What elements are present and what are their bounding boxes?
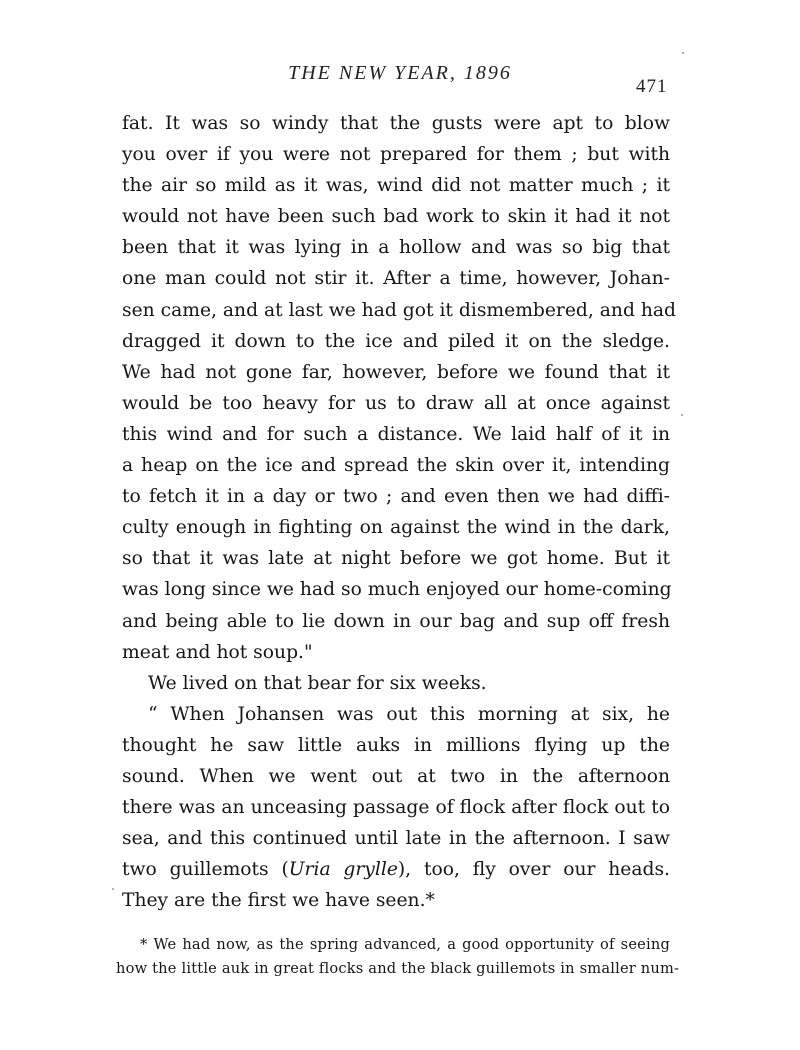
text-line: would not have been such bad work to skin it had it not — [122, 206, 670, 228]
text-line: the air so mild as it was, wind did not matter much ; it — [122, 175, 670, 197]
text-fragment: ), too, fly over our heads. — [397, 859, 670, 881]
footnote-line: * We had now, as the spring advanced, a good opportunity of seeing — [140, 936, 670, 953]
text-line: sound. When we went out at two in the afternoon — [122, 765, 670, 787]
text-line: fat. It was so windy that the gusts were apt to blow — [122, 113, 670, 134]
latin-name: Uria grylle — [288, 859, 398, 881]
running-head: THE NEW YEAR, 1896 — [288, 62, 512, 84]
text-line: there was an unceasing passage of flock after flock out to — [122, 797, 670, 819]
text-line: to fetch it in a day or two ; and even then we had diffi- — [122, 486, 670, 508]
footnote-line: how the little auk in great flocks and the black guillemots in smaller num- — [116, 960, 680, 977]
text-line: been that it was lying in a hollow and was so big that — [122, 237, 670, 259]
paper-speck — [681, 414, 683, 416]
text-fragment: two guillemots ( — [122, 859, 289, 881]
paper-speck — [682, 52, 684, 54]
footnote — [116, 933, 680, 981]
text-line: dragged it down to the ice and piled it on the sledge. — [122, 330, 670, 352]
text-line: sea, and this continued until late in the afternoon. I saw — [122, 828, 670, 850]
text-line: meat and hot soup." — [122, 641, 313, 663]
text-line: a heap on the ice and spread the skin over it, intending — [122, 455, 670, 477]
page-number: 471 — [636, 76, 668, 97]
paragraph-line: We lived on that bear for six weeks. — [148, 672, 487, 694]
text-line: was long since we had so much enjoyed our home-coming — [122, 579, 672, 601]
text-line: so that it was late at night before we got home. But it — [122, 548, 670, 570]
text-line: sen came, and at last we had got it dismembered, and had — [122, 299, 676, 321]
paper-speck — [112, 888, 114, 890]
body-text — [122, 108, 676, 916]
text-line: They are the first we have seen.* — [122, 890, 435, 912]
text-line: and being able to lie down in our bag and sup off fresh — [122, 610, 670, 632]
paragraph-line: “ When Johansen was out this morning at six, he — [148, 703, 670, 725]
text-line: this wind and for such a distance. We laid half of it in — [122, 423, 670, 445]
text-line: thought he saw little auks in millions flying up the — [122, 734, 670, 756]
guillemot-line — [122, 854, 670, 885]
text-line: you over if you were not prepared for them ; but with — [122, 144, 670, 166]
text-line: We had not gone far, however, before we found that it — [122, 361, 670, 383]
text-line: one man could not stir it. After a time, however, Johan- — [122, 268, 670, 290]
text-line: culty enough in fighting on against the wind in the dark, — [122, 517, 670, 539]
text-line: would be too heavy for us to draw all at once against — [122, 392, 670, 414]
